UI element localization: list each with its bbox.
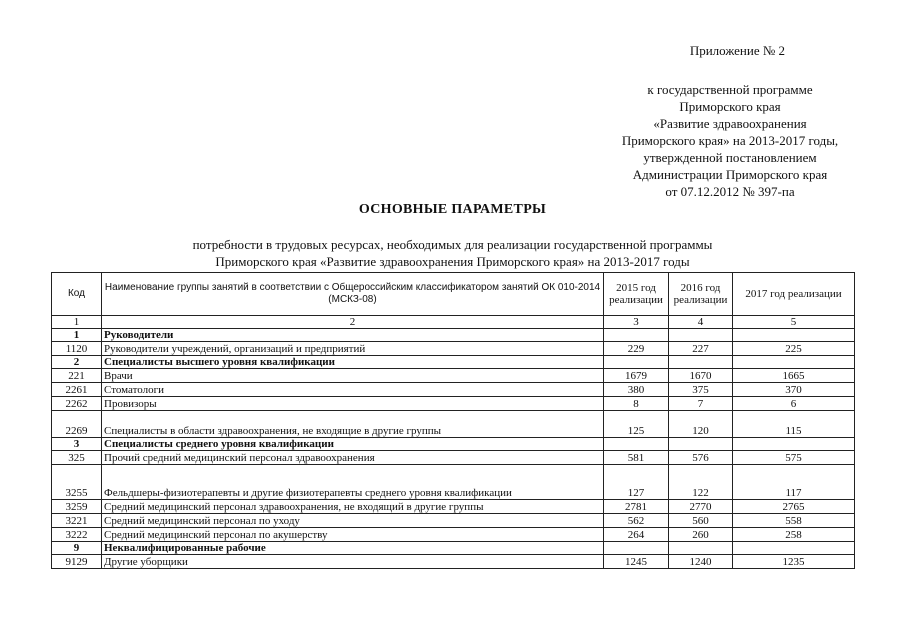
cell-2016: 260	[669, 528, 733, 542]
cell-code: 9129	[52, 555, 102, 569]
column-number: 4	[669, 316, 733, 329]
cell-name: Фельдшеры-физиотерапевты и другие физиотерапевты среднего уровня квалификации	[102, 465, 604, 500]
appendix-line: «Развитие здравоохранения	[653, 116, 807, 131]
subtitle-line: потребности в трудовых ресурсах, необходимых для реализации государственной программы	[192, 237, 713, 252]
cell-2017: 6	[733, 397, 855, 411]
cell-code: 3255	[52, 465, 102, 500]
cell-2015: 127	[604, 465, 669, 500]
cell-2017: 1665	[733, 369, 855, 383]
cell-2015: 1679	[604, 369, 669, 383]
table-row	[52, 500, 855, 514]
cell-2015: 380	[604, 383, 669, 397]
section-row	[52, 329, 855, 342]
cell-2016: 7	[669, 397, 733, 411]
cell-name: Другие уборщики	[102, 555, 604, 569]
cell-2016: 375	[669, 383, 733, 397]
subtitle-line: Приморского края «Развитие здравоохранения Приморского края» на 2013-2017 годы	[215, 254, 690, 269]
appendix-line: к государственной программе	[647, 82, 813, 97]
cell-code: 221	[52, 369, 102, 383]
cell-code: 3222	[52, 528, 102, 542]
cell-2016: 1240	[669, 555, 733, 569]
cell-2017: 225	[733, 342, 855, 356]
cell-2017	[733, 329, 855, 342]
cell-2016	[669, 438, 733, 451]
cell-name: Врачи	[102, 369, 604, 383]
appendix-line: Приморского края» на 2013-2017 годы,	[621, 133, 839, 148]
cell-2016	[669, 356, 733, 369]
cell-name: Прочий средний медицинский персонал здравоохранения	[102, 451, 604, 465]
appendix-number: Приложение № 2	[689, 43, 785, 58]
cell-name: Стоматологи	[102, 383, 604, 397]
header-2017: 2017 год реализации	[733, 273, 855, 316]
cell-2016	[669, 329, 733, 342]
cell-2017	[733, 542, 855, 555]
cell-code: 2269	[52, 411, 102, 438]
header-name: Наименование группы занятий в соответствии с Общероссийским классификатором занятий ОК 010-2014 (МСКЗ-08)	[102, 273, 604, 316]
section-row	[52, 438, 855, 451]
document-title: ОСНОВНЫЕ ПАРАМЕТРЫ	[358, 202, 547, 217]
cell-code: 3	[52, 438, 102, 451]
document-subtitle	[0, 236, 905, 270]
table-row	[52, 342, 855, 356]
appendix-line: утвержденной постановлением	[643, 150, 817, 165]
cell-name: Руководители	[102, 329, 604, 342]
cell-2015: 264	[604, 528, 669, 542]
appendix-line: Администрации Приморского края	[632, 167, 828, 182]
cell-2015: 2781	[604, 500, 669, 514]
cell-code: 2	[52, 356, 102, 369]
cell-2016: 576	[669, 451, 733, 465]
cell-2015: 1245	[604, 555, 669, 569]
header-2015: 2015 год реализации	[604, 273, 669, 316]
appendix-line: Приморского края	[679, 99, 781, 114]
cell-2016: 560	[669, 514, 733, 528]
cell-name: Средний медицинский персонал здравоохранения, не входящий в другие группы	[102, 500, 604, 514]
column-number: 1	[52, 316, 102, 329]
cell-code: 1	[52, 329, 102, 342]
cell-2015: 8	[604, 397, 669, 411]
header-code: Код	[52, 273, 102, 316]
parameters-table	[51, 272, 855, 569]
cell-2015	[604, 542, 669, 555]
appendix-line: от 07.12.2012 № 397-па	[665, 184, 795, 199]
cell-2016	[669, 542, 733, 555]
cell-code: 9	[52, 542, 102, 555]
cell-code: 3221	[52, 514, 102, 528]
table-row	[52, 411, 855, 438]
column-numbering-row	[52, 316, 855, 329]
cell-code: 325	[52, 451, 102, 465]
table-row	[52, 555, 855, 569]
cell-2015	[604, 356, 669, 369]
section-row	[52, 356, 855, 369]
cell-2016: 122	[669, 465, 733, 500]
cell-2017: 258	[733, 528, 855, 542]
table-row	[52, 465, 855, 500]
cell-2017	[733, 438, 855, 451]
cell-2016: 120	[669, 411, 733, 438]
cell-2015: 562	[604, 514, 669, 528]
cell-2017: 370	[733, 383, 855, 397]
column-number: 2	[102, 316, 604, 329]
cell-2017: 115	[733, 411, 855, 438]
cell-2016: 1670	[669, 369, 733, 383]
cell-name: Специалисты среднего уровня квалификации	[102, 438, 604, 451]
cell-name: Специалисты высшего уровня квалификации	[102, 356, 604, 369]
cell-name: Неквалифицированные рабочие	[102, 542, 604, 555]
cell-name: Средний медицинский персонал по уходу	[102, 514, 604, 528]
table-header-row	[52, 273, 855, 316]
table-row	[52, 369, 855, 383]
cell-2017: 558	[733, 514, 855, 528]
cell-name: Провизоры	[102, 397, 604, 411]
column-number: 3	[604, 316, 669, 329]
cell-2017	[733, 356, 855, 369]
table-row	[52, 451, 855, 465]
cell-2016: 2770	[669, 500, 733, 514]
cell-name: Средний медицинский персонал по акушерству	[102, 528, 604, 542]
table-body	[52, 316, 855, 569]
cell-code: 1120	[52, 342, 102, 356]
cell-2017: 575	[733, 451, 855, 465]
table-row	[52, 514, 855, 528]
cell-2015: 229	[604, 342, 669, 356]
cell-2015: 581	[604, 451, 669, 465]
appendix-block	[600, 42, 860, 200]
cell-name: Специалисты в области здравоохранения, не входящие в другие группы	[102, 411, 604, 438]
cell-2016: 227	[669, 342, 733, 356]
cell-2017: 117	[733, 465, 855, 500]
cell-2015: 125	[604, 411, 669, 438]
table-row	[52, 528, 855, 542]
section-row	[52, 542, 855, 555]
column-number: 5	[733, 316, 855, 329]
cell-code: 2262	[52, 397, 102, 411]
header-2016: 2016 год реализации	[669, 273, 733, 316]
cell-code: 3259	[52, 500, 102, 514]
cell-2017: 2765	[733, 500, 855, 514]
table-row	[52, 397, 855, 411]
cell-2017: 1235	[733, 555, 855, 569]
cell-code: 2261	[52, 383, 102, 397]
cell-2015	[604, 438, 669, 451]
table-row	[52, 383, 855, 397]
cell-name: Руководители учреждений, организаций и предприятий	[102, 342, 604, 356]
cell-2015	[604, 329, 669, 342]
